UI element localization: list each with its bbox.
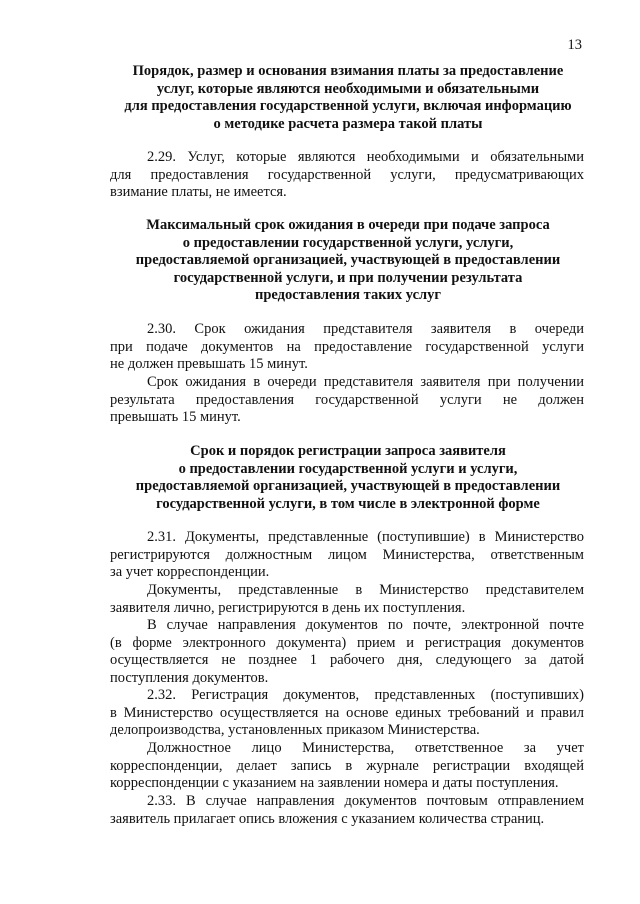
paragraph-line: 2.32. Регистрация документов, представленных (поступивших) [147,687,584,703]
paragraph-2-30 [110,321,584,374]
heading-line: государственной услуги, в том числе в электронной форме [156,495,540,512]
paragraph-2-32 [110,687,584,740]
paragraph-line: результата предоставления государственной услуги не должен [110,391,584,408]
paragraph-line: поступления документов. [110,669,269,686]
heading-line: предоставляемой организацией, участвующей в предоставлении [135,252,561,268]
heading-line: Срок и порядок регистрации запроса заявителя [190,443,506,459]
paragraph-line: Срок ожидания в очереди представителя заявителя при получении [147,374,584,390]
paragraph-line: Документы, представленные в Министерство представителем [147,582,584,598]
paragraph-line: превышать 15 минут. [110,409,241,425]
paragraph-line: Должностное лицо Министерства, ответственное за учет [147,740,584,756]
paragraph-line: 2.29. Услуг, которые являются необходимыми и обязательными [147,149,584,165]
paragraph-line: не должен превышать 15 минут. [110,356,308,372]
paragraph-line: для предоставления государственной услуги, предусматривающих [110,166,584,183]
page-number: 13 [567,37,582,53]
heading-line: Максимальный срок ожидания в очереди при подаче запроса [146,217,550,233]
paragraph-line: 2.30. Срок ожидания представителя заявителя в очереди [147,321,584,337]
paragraph-2-29 [110,149,584,202]
paragraph-line: делопроизводства, установленных приказом Министерства. [110,722,480,738]
heading-line: о предоставлении государственной услуги и услуги, [178,460,518,477]
heading-line: предоставления таких услуг [255,287,441,303]
heading-line: государственной услуги, и при получении результата [173,269,523,286]
heading-line: Порядок, размер и основания взимания платы за предоставление [132,63,564,79]
section-heading-registration [110,443,586,513]
heading-line: предоставляемой организацией, участвующей в предоставлении [135,478,561,494]
paragraph-2-32-journal [110,740,584,793]
paragraph-line: регистрируются должностным лицом Министерства, ответственным [110,546,584,563]
paragraph-line: (в форме электронного документа) прием и регистрация документов [110,634,584,651]
paragraph-2-30-receipt [110,374,584,427]
heading-line: услуг, которые являются необходимыми и обязательными [156,80,540,97]
paragraph-2-31 [110,529,584,582]
paragraph-line: за учет корреспонденции. [110,564,270,580]
paragraph-2-31-mail [110,617,584,687]
paragraph-line: В случае направления документов по почте, электронной почте [147,617,584,633]
paragraph-line: заявитель прилагает опись вложения с указанием количества страниц. [110,810,545,827]
paragraph-line: 2.31. Документы, представленные (поступившие) в Министерство [147,529,584,545]
paragraph-line: взимание платы, не имеется. [110,184,287,200]
paragraph-2-31-personal [110,582,584,617]
section-heading-payment [110,63,586,133]
paragraph-line: при подаче документов на предоставление государственной услуги [110,338,584,355]
paragraph-line: 2.33. В случае направления документов почтовым отправлением [147,793,584,809]
section-heading-queue-time [110,217,586,305]
paragraph-line: корреспонденции, делает запись в журнале регистрации входящей [110,757,584,774]
paragraph-line: корреспонденции с указанием на заявлении номера и даты поступления. [110,775,559,791]
heading-line: о методике расчета размера такой платы [213,115,483,132]
paragraph-line: в Министерство осуществляется на основе единых требований и правил [110,704,584,721]
paragraph-line: осуществляется не позднее 1 рабочего дня, следующего за датой [110,652,584,668]
heading-line: о предоставлении государственной услуги, услуги, [182,234,514,251]
heading-line: для предоставления государственной услуги, включая информацию [124,98,572,114]
paragraph-2-33 [110,793,584,828]
paragraph-line: заявителя лично, регистрируются в день их поступления. [110,599,466,616]
